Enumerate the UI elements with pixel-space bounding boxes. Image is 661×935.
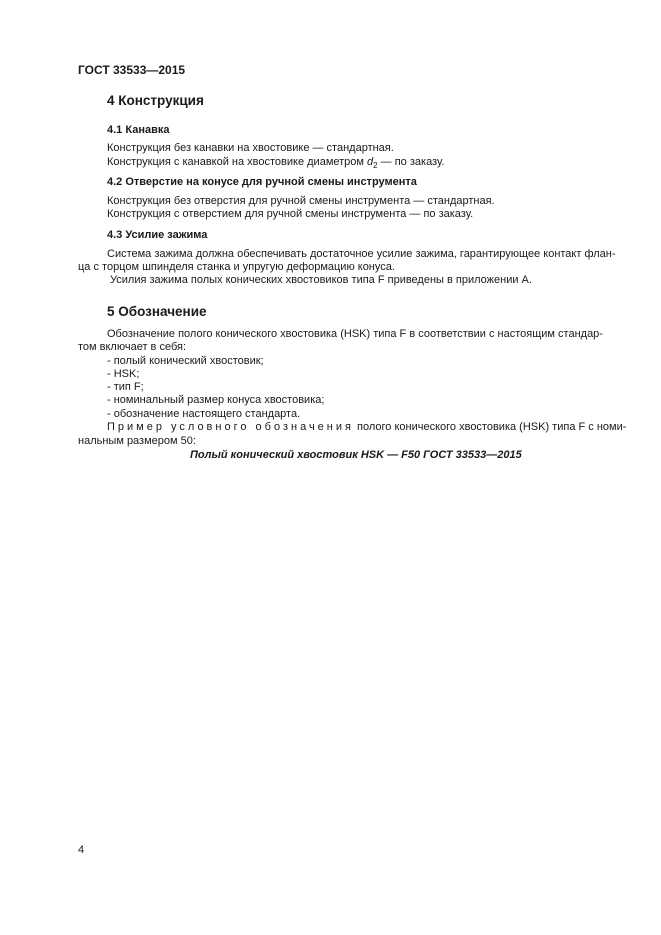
paragraph-4-3-line-2: ца с торцом шпинделя станка и упругую деформацию конуса. <box>78 261 395 273</box>
paragraph-4-3-line-3: Усилия зажима полых конических хвостовиков типа F приведены в приложении А. <box>110 274 532 286</box>
paragraph-4-1-line-1: Конструкция без канавки на хвостовике — стандартная. <box>107 142 394 154</box>
text-run: — по заказу. <box>377 156 445 168</box>
variable-d: d <box>367 156 374 168</box>
subsection-4-1-title: 4.1 Канавка <box>107 124 170 136</box>
example-label: Пример условного обозначения <box>107 421 354 433</box>
paragraph-4-3-line-1: Система зажима должна обеспечивать достаточное усилие зажима, гарантирующее контакт флан- <box>107 248 616 260</box>
list-item: - полый конический хвостовик; <box>107 355 264 367</box>
section-4-title: 4 Конструкция <box>107 93 204 108</box>
subsection-4-3-title: 4.3 Усилие зажима <box>107 229 208 241</box>
paragraph-5-intro-line-2: том включает в себя: <box>78 341 187 353</box>
section-5-title: 5 Обозначение <box>107 304 207 319</box>
text-run: полого конического хвостовика (HSK) типа F с номи- <box>353 421 627 433</box>
list-item: - HSK; <box>107 368 140 380</box>
text-run: Конструкция с канавкой на хвостовике диаметром <box>107 156 368 168</box>
list-item: - номинальный размер конуса хвостовика; <box>107 394 325 406</box>
paragraph-4-2-line-1: Конструкция без отверстия для ручной смены инструмента — стандартная. <box>107 195 495 207</box>
paragraph-4-1-line-2 <box>107 156 444 170</box>
paragraph-4-2-line-2: Конструкция с отверстием для ручной смены инструмента — по заказу. <box>107 208 474 220</box>
example-line-1 <box>107 421 626 433</box>
page-number: 4 <box>78 844 85 856</box>
subsection-4-2-title: 4.2 Отверстие на конусе для ручной смены инструмента <box>107 176 417 188</box>
example-line-2: нальным размером 50: <box>78 435 196 447</box>
list-item: - тип F; <box>107 381 144 393</box>
document-header: ГОСТ 33533—2015 <box>78 63 186 77</box>
subscript-2: 2 <box>373 161 378 171</box>
paragraph-5-intro-line-1: Обозначение полого конического хвостовика (HSK) типа F в соответствии с настоящим стандар- <box>107 328 603 340</box>
example-designation: Полый конический хвостовик HSK — F50 ГОСТ 33533—2015 <box>190 449 522 461</box>
list-item: - обозначение настоящего стандарта. <box>107 408 301 420</box>
